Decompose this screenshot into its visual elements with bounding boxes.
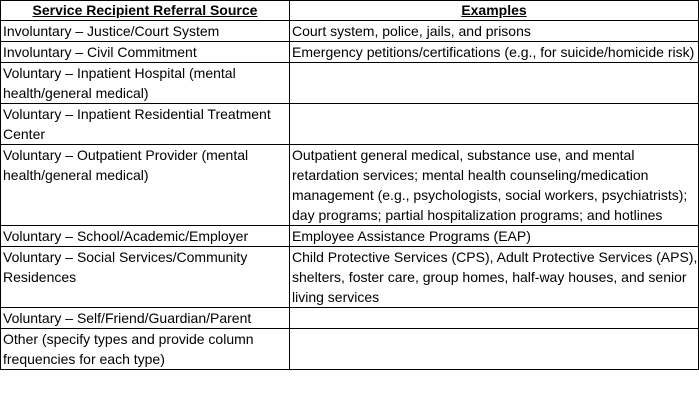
table-row bbox=[1, 308, 699, 329]
examples-cell bbox=[290, 63, 699, 104]
examples-cell bbox=[290, 104, 699, 145]
table-row bbox=[1, 21, 699, 42]
examples-cell bbox=[290, 329, 699, 370]
table-row bbox=[1, 145, 699, 226]
table-row bbox=[1, 226, 699, 247]
referral-source-cell: Voluntary – Social Services/Community Residences bbox=[1, 247, 290, 308]
examples-cell: Emergency petitions/certifications (e.g., for suicide/homicide risk) bbox=[290, 42, 699, 63]
examples-cell bbox=[290, 308, 699, 329]
table-row bbox=[1, 247, 699, 308]
examples-cell: Child Protective Services (CPS), Adult Protective Services (APS), shelters, foster care, group homes, half-way houses, and senior living services bbox=[290, 247, 699, 308]
referral-source-cell: Voluntary – School/Academic/Employer bbox=[1, 226, 290, 247]
referral-source-cell: Voluntary – Inpatient Hospital (mental health/general medical) bbox=[1, 63, 290, 104]
referral-source-cell: Other (specify types and provide column frequencies for each type) bbox=[1, 329, 290, 370]
table-row bbox=[1, 42, 699, 63]
header-row bbox=[1, 1, 699, 21]
examples-cell: Court system, police, jails, and prisons bbox=[290, 21, 699, 42]
referral-source-cell: Involuntary – Civil Commitment bbox=[1, 42, 290, 63]
table-row bbox=[1, 63, 699, 104]
header-examples: Examples bbox=[290, 1, 699, 21]
referral-source-cell: Voluntary – Outpatient Provider (mental health/general medical) bbox=[1, 145, 290, 226]
referral-source-cell: Voluntary – Inpatient Residential Treatment Center bbox=[1, 104, 290, 145]
table-row bbox=[1, 329, 699, 370]
examples-cell: Outpatient general medical, substance use, and mental retardation services; mental health counseling/medication management (e.g., psychologists, social workers, psychiatrists); day programs; partial hospitalization programs; and hotlines bbox=[290, 145, 699, 226]
table-row bbox=[1, 104, 699, 145]
referral-source-cell: Voluntary – Self/Friend/Guardian/Parent bbox=[1, 308, 290, 329]
referral-source-cell: Involuntary – Justice/Court System bbox=[1, 21, 290, 42]
header-referral-source: Service Recipient Referral Source bbox=[1, 1, 290, 21]
examples-cell: Employee Assistance Programs (EAP) bbox=[290, 226, 699, 247]
